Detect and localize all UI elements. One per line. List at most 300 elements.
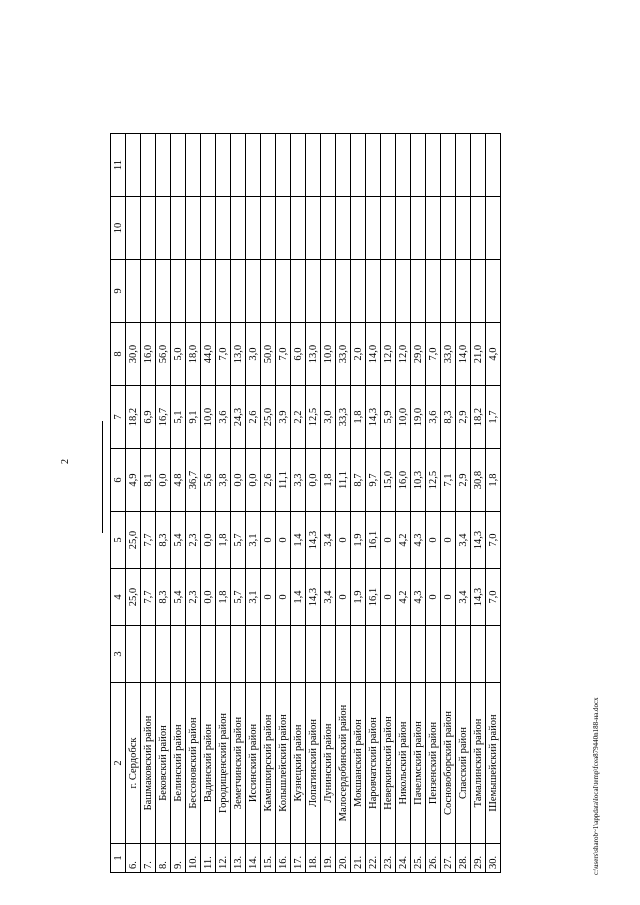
table-row — [321, 134, 336, 873]
value-cell-col-9 — [381, 260, 396, 323]
district-name-cell: Лунинский район — [321, 683, 336, 844]
value-cell-col-5: 1,4 — [291, 512, 306, 569]
district-name-cell: Мокшанский район — [351, 683, 366, 844]
value-cell-col-7: 2,2 — [291, 386, 306, 449]
value-cell-col-4: 14,3 — [306, 569, 321, 626]
value-cell-col-4: 0 — [426, 569, 441, 626]
value-cell-col-3 — [246, 626, 261, 683]
value-cell-col-7: 3,6 — [216, 386, 231, 449]
value-cell-col-7: 18,2 — [471, 386, 486, 449]
value-cell-col-11 — [486, 134, 501, 197]
value-cell-col-5: 0 — [261, 512, 276, 569]
value-cell-col-3 — [336, 626, 351, 683]
value-cell-col-6: 16,0 — [396, 449, 411, 512]
value-cell-col-6: 0,0 — [156, 449, 171, 512]
district-name-cell: Спасский район — [456, 683, 471, 844]
value-cell-col-4: 7,0 — [486, 569, 501, 626]
value-cell-col-4: 0 — [441, 569, 456, 626]
value-cell-col-6: 2,9 — [456, 449, 471, 512]
value-cell-col-8: 14,0 — [366, 323, 381, 386]
row-number-cell: 15. — [261, 844, 276, 873]
value-cell-col-10 — [261, 197, 276, 260]
value-cell-col-10 — [441, 197, 456, 260]
value-cell-col-9 — [306, 260, 321, 323]
value-cell-col-7: 19,0 — [411, 386, 426, 449]
value-cell-col-11 — [156, 134, 171, 197]
value-cell-col-5: 1,8 — [216, 512, 231, 569]
value-cell-col-6: 9,7 — [366, 449, 381, 512]
value-cell-col-8: 14,0 — [456, 323, 471, 386]
value-cell-col-7: 25,0 — [261, 386, 276, 449]
table-row — [216, 134, 231, 873]
value-cell-col-11 — [411, 134, 426, 197]
value-cell-col-9 — [201, 260, 216, 323]
value-cell-col-8: 30,0 — [126, 323, 141, 386]
table-row — [336, 134, 351, 873]
table-body — [111, 134, 501, 873]
value-cell-col-6: 5,6 — [201, 449, 216, 512]
value-cell-col-7: 2,9 — [456, 386, 471, 449]
value-cell-col-10 — [231, 197, 246, 260]
row-number-cell: 14. — [246, 844, 261, 873]
value-cell-col-3 — [156, 626, 171, 683]
value-cell-col-6: 8,1 — [141, 449, 156, 512]
row-number-cell: 12. — [216, 844, 231, 873]
value-cell-col-11 — [471, 134, 486, 197]
value-cell-col-7: 1,7 — [486, 386, 501, 449]
row-number-cell: 16. — [276, 844, 291, 873]
value-cell-col-4: 1,8 — [216, 569, 231, 626]
value-cell-col-5: 5,4 — [171, 512, 186, 569]
header-cell: 1 — [111, 844, 126, 873]
value-cell-col-8: 18,0 — [186, 323, 201, 386]
value-cell-col-5: 0 — [426, 512, 441, 569]
value-cell-col-7: 33,3 — [336, 386, 351, 449]
value-cell-col-11 — [231, 134, 246, 197]
table-row — [351, 134, 366, 873]
value-cell-col-9 — [276, 260, 291, 323]
statistics-table — [110, 133, 501, 873]
value-cell-col-11 — [426, 134, 441, 197]
value-cell-col-9 — [456, 260, 471, 323]
value-cell-col-9 — [426, 260, 441, 323]
value-cell-col-3 — [291, 626, 306, 683]
value-cell-col-8: 2,0 — [351, 323, 366, 386]
value-cell-col-11 — [261, 134, 276, 197]
value-cell-col-8: 29,0 — [411, 323, 426, 386]
table-row — [381, 134, 396, 873]
value-cell-col-5: 3,4 — [456, 512, 471, 569]
row-number-cell: 9. — [171, 844, 186, 873]
value-cell-col-6: 4,8 — [171, 449, 186, 512]
value-cell-col-11 — [456, 134, 471, 197]
district-name-cell: Неверкинский район — [381, 683, 396, 844]
value-cell-col-8: 4,0 — [486, 323, 501, 386]
value-cell-col-5: 0 — [336, 512, 351, 569]
value-cell-col-5: 4,2 — [396, 512, 411, 569]
footer-file-path: c:\users\sharob~1\appdata\local\temp\fcea879440n188-на.docx — [592, 697, 600, 875]
value-cell-col-9 — [126, 260, 141, 323]
value-cell-col-10 — [486, 197, 501, 260]
value-cell-col-7: 3,0 — [321, 386, 336, 449]
district-name-cell: Бессоновский район — [186, 683, 201, 844]
table-row — [261, 134, 276, 873]
value-cell-col-7: 18,2 — [126, 386, 141, 449]
value-cell-col-3 — [216, 626, 231, 683]
value-cell-col-9 — [351, 260, 366, 323]
table-row — [366, 134, 381, 873]
value-cell-col-9 — [261, 260, 276, 323]
value-cell-col-10 — [246, 197, 261, 260]
table-row — [126, 134, 141, 873]
value-cell-col-3 — [471, 626, 486, 683]
header-cell: 7 — [111, 386, 126, 449]
table-row — [291, 134, 306, 873]
value-cell-col-5: 7,7 — [141, 512, 156, 569]
value-cell-col-10 — [276, 197, 291, 260]
value-cell-col-4: 0 — [381, 569, 396, 626]
table-row — [456, 134, 471, 873]
value-cell-col-11 — [381, 134, 396, 197]
district-name-cell: Белинский район — [171, 683, 186, 844]
row-number-cell: 18. — [306, 844, 321, 873]
value-cell-col-8: 6,0 — [291, 323, 306, 386]
value-cell-col-11 — [291, 134, 306, 197]
value-cell-col-7: 16,7 — [156, 386, 171, 449]
value-cell-col-8: 50,0 — [261, 323, 276, 386]
value-cell-col-5: 0 — [276, 512, 291, 569]
value-cell-col-9 — [396, 260, 411, 323]
row-number-cell: 29. — [471, 844, 486, 873]
district-name-cell: Пачелмский район — [411, 683, 426, 844]
value-cell-col-11 — [351, 134, 366, 197]
value-cell-col-9 — [486, 260, 501, 323]
header-cell: 6 — [111, 449, 126, 512]
value-cell-col-7: 8,3 — [441, 386, 456, 449]
value-cell-col-4: 7,7 — [141, 569, 156, 626]
value-cell-col-6: 36,7 — [186, 449, 201, 512]
value-cell-col-5: 14,3 — [471, 512, 486, 569]
value-cell-col-5: 3,1 — [246, 512, 261, 569]
district-name-cell: Башмаковский район — [141, 683, 156, 844]
value-cell-col-4: 1,9 — [351, 569, 366, 626]
header-cell: 4 — [111, 569, 126, 626]
district-name-cell: Никольский район — [396, 683, 411, 844]
value-cell-col-6: 30,8 — [471, 449, 486, 512]
value-cell-col-11 — [306, 134, 321, 197]
value-cell-col-9 — [366, 260, 381, 323]
value-cell-col-11 — [126, 134, 141, 197]
value-cell-col-6: 10,3 — [411, 449, 426, 512]
value-cell-col-3 — [261, 626, 276, 683]
value-cell-col-5: 7,0 — [486, 512, 501, 569]
table-header-row — [111, 134, 126, 873]
value-cell-col-6: 1,8 — [486, 449, 501, 512]
value-cell-col-3 — [186, 626, 201, 683]
table-row — [396, 134, 411, 873]
value-cell-col-8: 12,0 — [396, 323, 411, 386]
value-cell-col-3 — [201, 626, 216, 683]
table-row — [141, 134, 156, 873]
value-cell-col-8: 7,0 — [426, 323, 441, 386]
value-cell-col-6: 8,7 — [351, 449, 366, 512]
value-cell-col-8: 7,0 — [216, 323, 231, 386]
value-cell-col-6: 15,0 — [381, 449, 396, 512]
value-cell-col-4: 16,1 — [366, 569, 381, 626]
row-number-cell: 27. — [441, 844, 456, 873]
header-cell: 3 — [111, 626, 126, 683]
value-cell-col-3 — [351, 626, 366, 683]
value-cell-col-10 — [306, 197, 321, 260]
value-cell-col-7: 3,9 — [276, 386, 291, 449]
row-number-cell: 25. — [411, 844, 426, 873]
row-number-cell: 8. — [156, 844, 171, 873]
value-cell-col-11 — [141, 134, 156, 197]
district-name-cell: Кузнецкий район — [291, 683, 306, 844]
header-cell: 11 — [111, 134, 126, 197]
value-cell-col-8: 5,0 — [171, 323, 186, 386]
header-cell: 2 — [111, 683, 126, 844]
table-row — [276, 134, 291, 873]
value-cell-col-7: 1,8 — [351, 386, 366, 449]
value-cell-col-9 — [171, 260, 186, 323]
value-cell-col-6: 11,1 — [336, 449, 351, 512]
value-cell-col-3 — [486, 626, 501, 683]
row-number-cell: 13. — [231, 844, 246, 873]
district-name-cell: Сосновоборский район — [441, 683, 456, 844]
value-cell-col-9 — [141, 260, 156, 323]
value-cell-col-5: 16,1 — [366, 512, 381, 569]
value-cell-col-10 — [216, 197, 231, 260]
table-row — [171, 134, 186, 873]
value-cell-col-5: 0 — [441, 512, 456, 569]
value-cell-col-4: 8,3 — [156, 569, 171, 626]
row-number-cell: 26. — [426, 844, 441, 873]
value-cell-col-8: 56,0 — [156, 323, 171, 386]
value-cell-col-7: 12,5 — [306, 386, 321, 449]
value-cell-col-10 — [351, 197, 366, 260]
value-cell-col-6: 2,6 — [261, 449, 276, 512]
value-cell-col-5: 1,9 — [351, 512, 366, 569]
row-number-cell: 28. — [456, 844, 471, 873]
district-name-cell: Иссинский район — [246, 683, 261, 844]
value-cell-col-6: 12,5 — [426, 449, 441, 512]
value-cell-col-3 — [141, 626, 156, 683]
value-cell-col-6: 3,8 — [216, 449, 231, 512]
value-cell-col-9 — [336, 260, 351, 323]
value-cell-col-6: 0,0 — [306, 449, 321, 512]
table-row — [486, 134, 501, 873]
value-cell-col-5: 4,3 — [411, 512, 426, 569]
value-cell-col-9 — [246, 260, 261, 323]
value-cell-col-9 — [186, 260, 201, 323]
value-cell-col-4: 5,7 — [231, 569, 246, 626]
value-cell-col-8: 12,0 — [381, 323, 396, 386]
value-cell-col-11 — [441, 134, 456, 197]
value-cell-col-10 — [156, 197, 171, 260]
value-cell-col-4: 3,1 — [246, 569, 261, 626]
value-cell-col-11 — [396, 134, 411, 197]
value-cell-col-3 — [126, 626, 141, 683]
table-row — [426, 134, 441, 873]
value-cell-col-10 — [456, 197, 471, 260]
value-cell-col-10 — [381, 197, 396, 260]
row-number-cell: 19. — [321, 844, 336, 873]
row-number-cell: 6. — [126, 844, 141, 873]
value-cell-col-10 — [426, 197, 441, 260]
district-name-cell: Вадинский район — [201, 683, 216, 844]
value-cell-col-9 — [231, 260, 246, 323]
value-cell-col-6: 11,1 — [276, 449, 291, 512]
value-cell-col-10 — [411, 197, 426, 260]
value-cell-col-8: 33,0 — [336, 323, 351, 386]
value-cell-col-8: 21,0 — [471, 323, 486, 386]
value-cell-col-7: 3,6 — [426, 386, 441, 449]
header-cell: 9 — [111, 260, 126, 323]
value-cell-col-4: 1,4 — [291, 569, 306, 626]
horizontal-rule — [102, 421, 103, 533]
value-cell-col-3 — [441, 626, 456, 683]
value-cell-col-11 — [246, 134, 261, 197]
value-cell-col-11 — [336, 134, 351, 197]
row-number-cell: 24. — [396, 844, 411, 873]
value-cell-col-5: 5,7 — [231, 512, 246, 569]
value-cell-col-5: 14,3 — [306, 512, 321, 569]
value-cell-col-11 — [276, 134, 291, 197]
value-cell-col-3 — [426, 626, 441, 683]
value-cell-col-8: 10,0 — [321, 323, 336, 386]
district-name-cell: Лопатинский район — [306, 683, 321, 844]
row-number-cell: 22. — [366, 844, 381, 873]
district-name-cell: Колышлейский район — [276, 683, 291, 844]
page-number: 2 — [60, 459, 71, 464]
value-cell-col-4: 14,3 — [471, 569, 486, 626]
value-cell-col-3 — [381, 626, 396, 683]
value-cell-col-10 — [321, 197, 336, 260]
table-row — [246, 134, 261, 873]
value-cell-col-10 — [291, 197, 306, 260]
value-cell-col-7: 10,0 — [396, 386, 411, 449]
value-cell-col-9 — [321, 260, 336, 323]
value-cell-col-5: 25,0 — [126, 512, 141, 569]
district-name-cell: г. Сердобск — [126, 683, 141, 844]
value-cell-col-7: 9,1 — [186, 386, 201, 449]
row-number-cell: 17. — [291, 844, 306, 873]
value-cell-col-11 — [366, 134, 381, 197]
value-cell-col-10 — [126, 197, 141, 260]
value-cell-col-3 — [171, 626, 186, 683]
value-cell-col-4: 0 — [261, 569, 276, 626]
value-cell-col-9 — [441, 260, 456, 323]
row-number-cell: 21. — [351, 844, 366, 873]
value-cell-col-10 — [141, 197, 156, 260]
value-cell-col-3 — [306, 626, 321, 683]
value-cell-col-3 — [231, 626, 246, 683]
value-cell-col-8: 33,0 — [441, 323, 456, 386]
value-cell-col-6: 3,3 — [291, 449, 306, 512]
row-number-cell: 30. — [486, 844, 501, 873]
value-cell-col-8: 44,0 — [201, 323, 216, 386]
value-cell-col-10 — [336, 197, 351, 260]
value-cell-col-7: 5,9 — [381, 386, 396, 449]
value-cell-col-7: 2,6 — [246, 386, 261, 449]
value-cell-col-7: 14,3 — [366, 386, 381, 449]
value-cell-col-9 — [411, 260, 426, 323]
value-cell-col-4: 2,3 — [186, 569, 201, 626]
value-cell-col-8: 7,0 — [276, 323, 291, 386]
value-cell-col-5: 0 — [381, 512, 396, 569]
value-cell-col-6: 0,0 — [231, 449, 246, 512]
value-cell-col-4: 4,2 — [396, 569, 411, 626]
row-number-cell: 23. — [381, 844, 396, 873]
table-row — [411, 134, 426, 873]
value-cell-col-7: 10,0 — [201, 386, 216, 449]
table-row — [441, 134, 456, 873]
value-cell-col-8: 3,0 — [246, 323, 261, 386]
value-cell-col-7: 6,9 — [141, 386, 156, 449]
value-cell-col-11 — [321, 134, 336, 197]
value-cell-col-4: 4,3 — [411, 569, 426, 626]
district-name-cell: Тамалинский район — [471, 683, 486, 844]
header-cell: 5 — [111, 512, 126, 569]
table-row — [306, 134, 321, 873]
value-cell-col-6: 4,9 — [126, 449, 141, 512]
value-cell-col-5: 3,4 — [321, 512, 336, 569]
value-cell-col-4: 0 — [276, 569, 291, 626]
value-cell-col-10 — [471, 197, 486, 260]
value-cell-col-9 — [216, 260, 231, 323]
value-cell-col-8: 16,0 — [141, 323, 156, 386]
value-cell-col-3 — [411, 626, 426, 683]
value-cell-col-4: 25,0 — [126, 569, 141, 626]
row-number-cell: 7. — [141, 844, 156, 873]
district-name-cell: Камешкирский район — [261, 683, 276, 844]
value-cell-col-5: 2,3 — [186, 512, 201, 569]
table-row — [231, 134, 246, 873]
district-name-cell: Шемышейский район — [486, 683, 501, 844]
row-number-cell: 10. — [186, 844, 201, 873]
district-name-cell: Малосердобинский район — [336, 683, 351, 844]
value-cell-col-6: 0,0 — [246, 449, 261, 512]
value-cell-col-4: 0,0 — [201, 569, 216, 626]
table-row — [156, 134, 171, 873]
value-cell-col-3 — [366, 626, 381, 683]
value-cell-col-8: 13,0 — [306, 323, 321, 386]
value-cell-col-6: 7,1 — [441, 449, 456, 512]
value-cell-col-9 — [471, 260, 486, 323]
value-cell-col-4: 5,4 — [171, 569, 186, 626]
value-cell-col-10 — [396, 197, 411, 260]
table-row — [201, 134, 216, 873]
table-row — [186, 134, 201, 873]
value-cell-col-6: 1,8 — [321, 449, 336, 512]
value-cell-col-11 — [186, 134, 201, 197]
value-cell-col-7: 24,3 — [231, 386, 246, 449]
value-cell-col-10 — [171, 197, 186, 260]
value-cell-col-11 — [216, 134, 231, 197]
row-number-cell: 11. — [201, 844, 216, 873]
district-name-cell: Земетчинский район — [231, 683, 246, 844]
value-cell-col-8: 13,0 — [231, 323, 246, 386]
district-name-cell: Пензенский район — [426, 683, 441, 844]
value-cell-col-3 — [396, 626, 411, 683]
value-cell-col-10 — [186, 197, 201, 260]
value-cell-col-3 — [276, 626, 291, 683]
value-cell-col-4: 3,4 — [321, 569, 336, 626]
value-cell-col-5: 8,3 — [156, 512, 171, 569]
header-cell: 8 — [111, 323, 126, 386]
district-name-cell: Наровчатский район — [366, 683, 381, 844]
